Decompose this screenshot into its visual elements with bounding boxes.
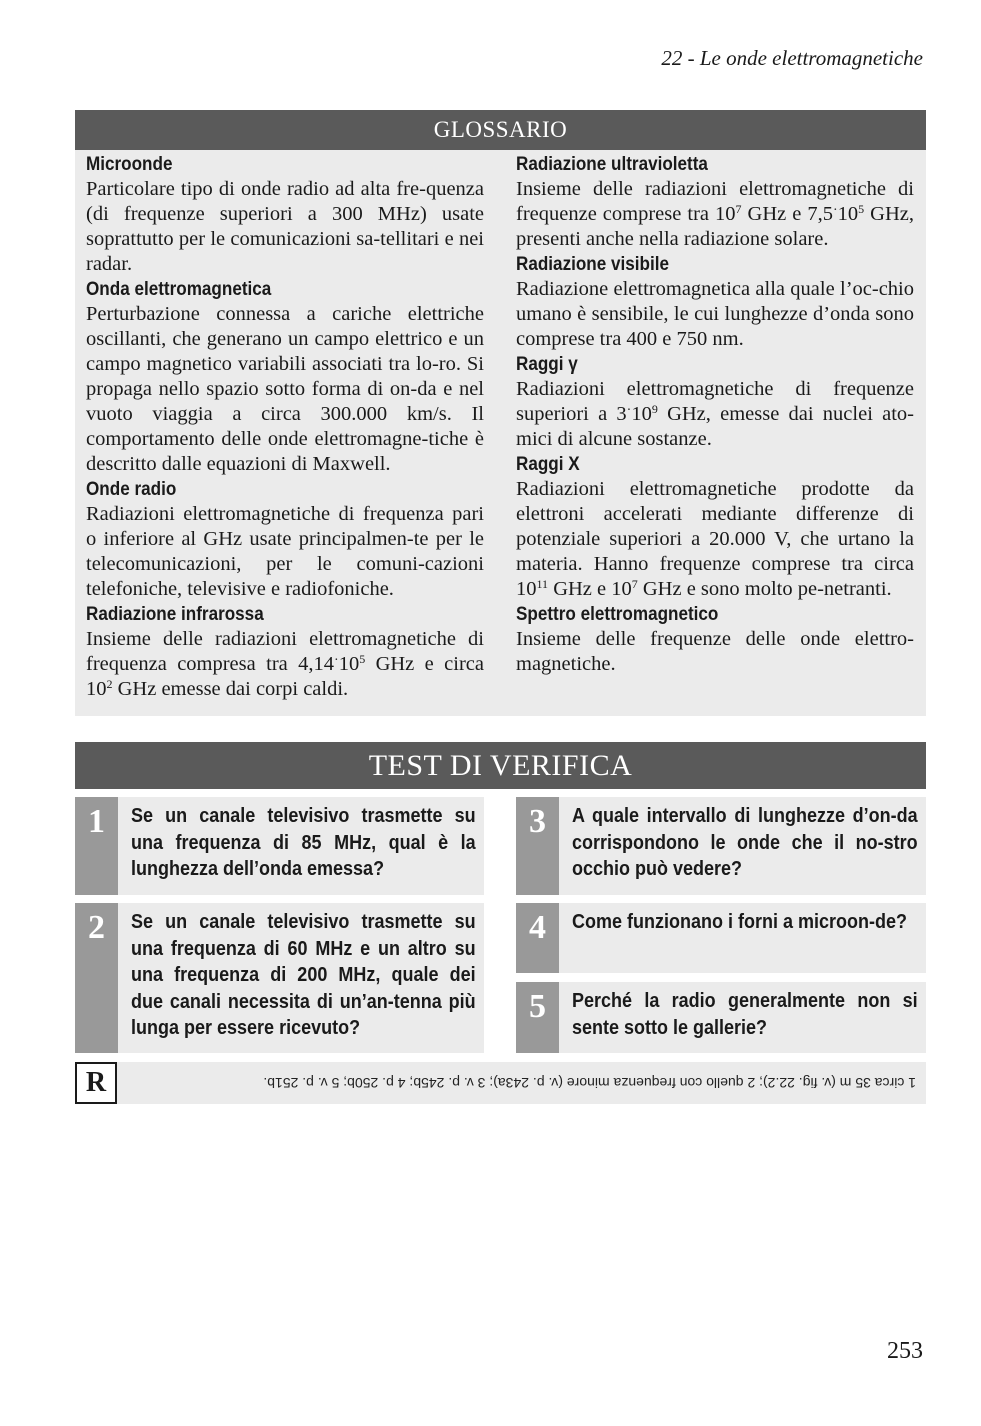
glossary-term: Onde radio [86, 479, 177, 500]
glossary-term: Radiazione visibile [516, 254, 669, 275]
answers-badge: R [75, 1062, 117, 1104]
test-title: TEST DI VERIFICA [75, 742, 926, 789]
glossary-definition: Radiazioni elettromagnetiche di frequenze superiori a $3^\cdot 10^9$ GHz, emesse dai nuclei ato-mici di alcune sostanze. [516, 378, 914, 450]
question-text: Come funzionano i forni a microon-de? [572, 911, 907, 933]
glossary-term: Raggi X [516, 454, 580, 475]
glossary-definition: Radiazioni elettromagnetiche di frequenza pari o inferiore al GHz usate principalmen-te per le telecomunicazioni, per le comuni-cazioni telefoniche, televisive e radiofoniche. [86, 503, 484, 600]
answers-row [75, 1062, 926, 1104]
glossary-box [75, 150, 926, 716]
question-box [75, 797, 484, 895]
glossary-term: Onda elettromagnetica [86, 279, 272, 300]
question-box [516, 797, 926, 895]
question-text: Perché la radio generalmente non si sente sotto le gallerie? [572, 990, 918, 1039]
question-number: 1 [75, 797, 118, 895]
page-number: 253 [887, 1338, 923, 1364]
glossary-definition: Radiazione elettromagnetica alla quale l’oc-chio umano è sensibile, le cui lunghezze d’onda sono comprese tra 400 e 750 nm. [516, 278, 914, 350]
answers-text-upside-down: 1 circa 35 m (v. fig. 22.2); 2 quello con frequenza minore (v. p. 243a); 3 v. p. 245b; 4 p. 250b; 5 v. p. 251b. [263, 1075, 916, 1091]
glossary-definition: Insieme delle radiazioni elettromagnetiche di frequenza compresa tra $4,14^\cdot 10^5$ GHz e circa $10^2$ GHz emesse dai corpi caldi. [86, 628, 484, 700]
question-number: 5 [516, 982, 559, 1053]
running-title: 22 - Le onde elettromagnetiche [661, 46, 923, 70]
glossary-right-column [516, 152, 914, 677]
question-text: A quale intervallo di lunghezze d’on-da corrispondono le onde che il no-stro occhio può vedere? [572, 805, 918, 880]
question-text: Se un canale televisivo trasmette su una frequenza di 85 MHz, qual è la lunghezza dell’onda emessa? [131, 805, 476, 880]
glossary-title: GLOSSARIO [75, 110, 926, 150]
question-number: 2 [75, 903, 118, 1053]
question-text: Se un canale televisivo trasmette su una frequenza di 60 MHz e un altro su una frequenza di 200 MHz, quale dei due canali necessita di un’an-tenna più lunga per essere ricevuto? [131, 911, 476, 1039]
glossary-definition: Particolare tipo di onde radio ad alta fre-quenza (di frequenze superiori a 300 MHz) usate soprattutto per le comunicazioni sa-tellitari e nei radar. [86, 178, 484, 275]
glossary-term: Microonde [86, 154, 173, 175]
glossary-definition: Radiazioni elettromagnetiche prodotte da elettroni accelerati mediante differenze di potenziale superiori a 20.000 V, che urtano la materia. Hanno frequenze comprese tra circa $10^{11}$ GHz e $10^7$ GHz e sono molto pe-netranti. [516, 478, 914, 600]
glossary-term: Raggi γ [516, 354, 578, 375]
glossary-definition: Insieme delle frequenze delle onde elettro-magnetiche. [516, 628, 914, 675]
question-number: 4 [516, 903, 559, 973]
question-box [516, 903, 926, 973]
glossary-term: Radiazione infrarossa [86, 604, 264, 625]
question-box [516, 982, 926, 1053]
question-box [75, 903, 484, 1053]
glossary-term: Radiazione ultravioletta [516, 154, 708, 175]
glossary-definition: Insieme delle radiazioni elettromagnetiche di frequenze comprese tra $10^7$ GHz e $7,5^\cdot 10^5$ GHz, presenti anche nella radiazione solare. [516, 178, 915, 250]
question-number: 3 [516, 797, 559, 895]
glossary-definition: Perturbazione connessa a cariche elettriche oscillanti, che generano un campo elettrico e un campo magnetico variabili associati tra lo-ro. Si propaga nello spazio sotto forma di on-da e nel vuoto viaggia a circa 300.000 km/s. Il comportamento delle onde elettromagne-tiche è descritto dalle equazioni di Maxwell. [86, 303, 484, 475]
glossary-left-column [86, 152, 484, 702]
glossary-term: Spettro elettromagnetico [516, 604, 719, 625]
